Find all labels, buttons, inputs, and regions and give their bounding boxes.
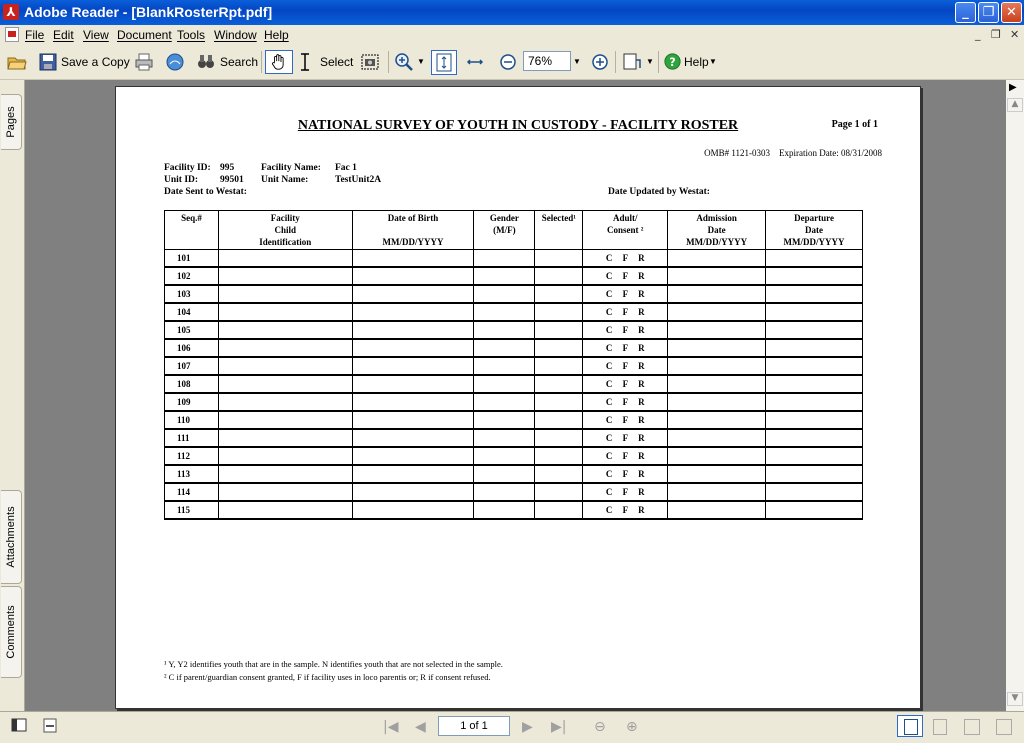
hand-tool-button[interactable] (265, 50, 293, 74)
blank-cell (766, 393, 863, 411)
column-header-line: Admission (696, 213, 737, 223)
facility-id-value: 995 (220, 163, 235, 173)
adobe-reader-icon: ⅄ (3, 4, 19, 20)
search-button[interactable]: Search (220, 55, 259, 69)
seq-cell: 114 (165, 483, 219, 501)
column-header-line: Facility (270, 213, 300, 223)
consent-cell: C F R (583, 321, 668, 339)
blank-cell (352, 250, 474, 268)
blank-cell (668, 303, 766, 321)
table-row (165, 321, 863, 339)
blank-cell (474, 501, 535, 519)
blank-cell (474, 429, 535, 447)
fit-page-icon (436, 53, 452, 72)
blank-cell (352, 267, 474, 285)
seq-cell: 113 (165, 465, 219, 483)
blank-cell (218, 429, 352, 447)
column-header-line: (M/F) (493, 225, 516, 235)
zoom-level-dropdown-icon[interactable]: ▼ (573, 57, 581, 66)
table-row (165, 411, 863, 429)
date-sent-label: Date Sent to Westat: (164, 187, 247, 197)
save-icon[interactable] (38, 52, 58, 72)
scroll-up-button[interactable]: ▲ (1007, 98, 1023, 112)
blank-cell (535, 339, 583, 357)
blank-cell (218, 501, 352, 519)
page-number: Page 1 of 1 (831, 119, 878, 130)
toolbar-separator (615, 51, 616, 73)
blank-cell (535, 303, 583, 321)
menu-window[interactable]: Window (214, 28, 257, 42)
footnote-consent: ² C if parent/guardian consent granted, F if facility uses in loco parentis or; R if consent refused. (164, 672, 491, 682)
blank-cell (766, 375, 863, 393)
seq-cell: 115 (165, 501, 219, 519)
column-header-line (476, 236, 532, 248)
column-header-line: MM/DD/YYYY (783, 237, 845, 247)
consent-cell: C F R (583, 250, 668, 268)
blank-cell (668, 393, 766, 411)
table-row (165, 267, 863, 285)
tab-comments-label: Comments (5, 605, 17, 659)
single-page-button[interactable] (897, 715, 923, 737)
blank-cell (218, 447, 352, 465)
tab-attachments[interactable] (1, 490, 22, 584)
blank-cell (474, 411, 535, 429)
blank-cell (218, 339, 352, 357)
menu-file[interactable]: File (25, 28, 45, 42)
close-button[interactable]: ✕ (1001, 2, 1022, 23)
blank-cell (535, 483, 583, 501)
blank-cell (352, 501, 474, 519)
document-icon (5, 27, 19, 42)
blank-cell (766, 303, 863, 321)
consent-cell: C F R (583, 267, 668, 285)
first-page-button[interactable]: |◀ (383, 719, 399, 735)
blank-cell (766, 339, 863, 357)
blank-cell (218, 250, 352, 268)
blank-cell (218, 303, 352, 321)
table-row (165, 393, 863, 411)
open-folder-icon[interactable] (7, 52, 27, 72)
toolbar (0, 45, 1024, 80)
date-updated-label: Date Updated by Westat: (608, 187, 710, 197)
column-header (165, 211, 219, 250)
column-header-line (167, 236, 216, 248)
consent-cell: C F R (583, 357, 668, 375)
column-header (218, 211, 352, 250)
consent-cell: C F R (583, 483, 668, 501)
blank-cell (352, 411, 474, 429)
seq-cell: 107 (165, 357, 219, 375)
facility-name-label: Facility Name: (261, 163, 321, 173)
last-page-button[interactable]: ▶| (551, 719, 567, 735)
column-header-line (167, 224, 216, 236)
column-header-line: Adult/ (612, 213, 638, 223)
doc-restore-button[interactable]: ❐ (991, 28, 1001, 41)
page-number-input[interactable]: 1 of 1 (438, 716, 510, 736)
fit-page-button[interactable] (431, 50, 457, 75)
blank-cell (218, 375, 352, 393)
blank-cell (668, 447, 766, 465)
next-view-button[interactable]: ⊕ (626, 719, 638, 735)
blank-cell (766, 267, 863, 285)
doc-minimize-button[interactable]: _ (975, 28, 981, 41)
blank-cell (535, 375, 583, 393)
continuous-page-icon[interactable] (933, 719, 947, 735)
unit-id-value: 99501 (220, 175, 244, 185)
blank-cell (668, 501, 766, 519)
blank-cell (766, 250, 863, 268)
show-navigation-icon[interactable] (11, 718, 27, 732)
window-title: Adobe Reader - [BlankRosterRpt.pdf] (24, 4, 273, 20)
svg-text:?: ? (669, 55, 676, 69)
title-bar (0, 0, 1024, 25)
fit-width-icon[interactable] (465, 52, 485, 72)
next-page-button[interactable]: ▶ (522, 719, 533, 735)
toolbar-separator (658, 51, 659, 73)
hand-icon (270, 53, 288, 71)
blank-cell (218, 393, 352, 411)
toolbar-separator (388, 51, 389, 73)
column-header-line: Date (707, 225, 726, 235)
column-header (474, 211, 535, 250)
text-select-icon[interactable] (298, 52, 312, 72)
seq-cell: 103 (165, 285, 219, 303)
blank-cell (474, 393, 535, 411)
blank-cell (218, 285, 352, 303)
tab-pages-label: Pages (5, 106, 17, 138)
column-header-line (585, 236, 665, 248)
zoom-in-plus-icon[interactable] (590, 52, 610, 72)
consent-cell: C F R (583, 429, 668, 447)
previous-view-button[interactable]: ⊖ (594, 719, 606, 735)
unit-name-label: Unit Name: (261, 175, 309, 185)
blank-cell (535, 465, 583, 483)
seq-cell: 101 (165, 250, 219, 268)
zoom-level-input[interactable]: 76% (523, 51, 571, 71)
table-row (165, 339, 863, 357)
blank-cell (535, 429, 583, 447)
blank-cell (352, 339, 474, 357)
blank-cell (474, 303, 535, 321)
column-header-line: MM/DD/YYYY (686, 237, 748, 247)
tab-pages[interactable] (1, 94, 22, 150)
blank-cell (766, 321, 863, 339)
blank-cell (668, 375, 766, 393)
document-view[interactable] (25, 80, 1006, 711)
blank-cell (218, 267, 352, 285)
blank-cell (474, 267, 535, 285)
navigation-panel (0, 80, 25, 711)
document-properties-icon[interactable] (43, 718, 57, 733)
status-bar (0, 711, 1024, 743)
seq-cell: 102 (165, 267, 219, 285)
table-header-row (165, 211, 863, 250)
menu-bar (0, 25, 1024, 45)
blank-cell (535, 321, 583, 339)
consent-cell: C F R (583, 285, 668, 303)
roster-table (164, 210, 863, 520)
column-header (352, 211, 474, 250)
column-header-line: Gender (489, 213, 519, 223)
blank-cell (668, 357, 766, 375)
menu-edit[interactable]: Edit (53, 28, 74, 42)
snapshot-icon[interactable] (360, 52, 380, 72)
table-row (165, 483, 863, 501)
blank-cell (474, 447, 535, 465)
blank-cell (474, 483, 535, 501)
column-header-line: Child (274, 225, 297, 235)
zoom-dropdown-icon[interactable]: ▼ (417, 57, 425, 66)
table-row (165, 501, 863, 519)
consent-cell: C F R (583, 447, 668, 465)
menu-view[interactable]: View (83, 28, 109, 42)
toolbar-separator (261, 51, 262, 73)
scroll-down-button[interactable]: ▼ (1007, 692, 1023, 706)
consent-cell: C F R (583, 393, 668, 411)
seq-cell: 105 (165, 321, 219, 339)
column-header-line (537, 236, 580, 248)
column-header-line: Identification (259, 237, 312, 247)
blank-cell (218, 465, 352, 483)
blank-cell (535, 447, 583, 465)
blank-cell (766, 357, 863, 375)
facility-name-value: Fac 1 (335, 163, 357, 173)
blank-cell (352, 375, 474, 393)
column-header-line: Selected¹ (541, 213, 576, 223)
blank-cell (474, 285, 535, 303)
select-button[interactable]: Select (320, 55, 354, 69)
zoom-out-icon[interactable] (498, 52, 518, 72)
blank-cell (474, 465, 535, 483)
print-icon[interactable] (134, 52, 154, 72)
blank-cell (766, 411, 863, 429)
table-row (165, 465, 863, 483)
blank-cell (766, 429, 863, 447)
blank-cell (352, 429, 474, 447)
blank-cell (535, 393, 583, 411)
seq-cell: 108 (165, 375, 219, 393)
column-header-line: Date (805, 225, 824, 235)
report-title: NATIONAL SURVEY OF YOUTH IN CUSTODY - FACILITY ROSTER (297, 118, 739, 133)
help-button[interactable]: Help (684, 55, 709, 69)
column-header-line: Seq.# (181, 213, 202, 223)
blank-cell (668, 465, 766, 483)
blank-cell (668, 483, 766, 501)
blank-cell (668, 321, 766, 339)
column-header (583, 211, 668, 250)
consent-cell: C F R (583, 303, 668, 321)
seq-cell: 104 (165, 303, 219, 321)
blank-cell (352, 483, 474, 501)
rotate-view-icon[interactable] (622, 52, 642, 72)
blank-cell (535, 501, 583, 519)
blank-cell (535, 285, 583, 303)
blank-cell (352, 285, 474, 303)
blank-cell (766, 465, 863, 483)
blank-cell (352, 447, 474, 465)
blank-cell (218, 357, 352, 375)
table-row (165, 250, 863, 268)
blank-cell (535, 250, 583, 268)
blank-cell (352, 465, 474, 483)
blank-cell (474, 250, 535, 268)
seq-cell: 111 (165, 429, 219, 447)
column-header-line (537, 224, 580, 236)
blank-cell (474, 321, 535, 339)
column-header (535, 211, 583, 250)
column-header-line: Date of Birth (387, 213, 439, 223)
collapse-panel-icon[interactable]: ▶ (1009, 82, 1017, 93)
column-header-line: MM/DD/YYYY (382, 237, 444, 247)
consent-cell: C F R (583, 375, 668, 393)
blank-cell (535, 267, 583, 285)
save-a-copy-button[interactable]: Save a Copy (61, 55, 130, 69)
facility-id-label: Facility ID: (164, 163, 211, 173)
table-row (165, 285, 863, 303)
zoom-in-icon[interactable] (394, 52, 414, 72)
table-row (165, 357, 863, 375)
blank-cell (218, 411, 352, 429)
blank-cell (535, 411, 583, 429)
table-body (165, 250, 863, 520)
consent-cell: C F R (583, 339, 668, 357)
binoculars-icon[interactable] (196, 52, 216, 72)
blank-cell (766, 501, 863, 519)
seq-cell: 110 (165, 411, 219, 429)
blank-cell (668, 411, 766, 429)
previous-page-button[interactable]: ◀ (415, 719, 426, 735)
menu-help[interactable]: Help (264, 28, 289, 42)
table-row (165, 429, 863, 447)
blank-cell (668, 339, 766, 357)
column-header-line (355, 224, 472, 236)
tab-comments[interactable] (1, 586, 22, 678)
blank-cell (668, 429, 766, 447)
menu-document[interactable]: Document (117, 28, 172, 42)
table-row (165, 375, 863, 393)
blank-cell (668, 285, 766, 303)
help-dropdown-icon[interactable]: ▼ (709, 57, 717, 66)
consent-cell: C F R (583, 411, 668, 429)
blank-cell (218, 321, 352, 339)
blank-cell (352, 303, 474, 321)
seq-cell: 106 (165, 339, 219, 357)
continuous-facing-icon[interactable] (996, 719, 1012, 735)
column-header-line: Departure (794, 213, 834, 223)
seq-cell: 109 (165, 393, 219, 411)
column-header-line: Consent ² (607, 225, 644, 235)
blank-cell (668, 267, 766, 285)
menu-tools[interactable]: Tools (177, 28, 206, 42)
blank-cell (668, 250, 766, 268)
blank-cell (766, 285, 863, 303)
blank-cell (474, 375, 535, 393)
unit-id-label: Unit ID: (164, 175, 199, 185)
rotate-dropdown-icon[interactable]: ▼ (646, 57, 654, 66)
restore-button[interactable]: ❐ (978, 2, 999, 23)
facing-pages-icon[interactable] (964, 719, 980, 735)
doc-close-button[interactable]: ✕ (1010, 28, 1020, 41)
consent-cell: C F R (583, 501, 668, 519)
consent-cell: C F R (583, 465, 668, 483)
blank-cell (766, 447, 863, 465)
blank-cell (352, 321, 474, 339)
blank-cell (474, 339, 535, 357)
vertical-scrollbar[interactable] (1006, 80, 1024, 711)
blank-cell (352, 357, 474, 375)
table-row (165, 447, 863, 465)
minimize-button[interactable]: _ (955, 2, 976, 23)
omb-expiration: OMB# 1121-0303 Expiration Date: 08/31/2008 (704, 148, 882, 158)
table-row (165, 303, 863, 321)
seq-cell: 112 (165, 447, 219, 465)
blank-cell (766, 483, 863, 501)
blank-cell (535, 357, 583, 375)
footnote-selected: ¹ Y, Y2 identifies youth that are in the sample. N identifies youth that are not selected in the sample. (164, 659, 503, 669)
tab-attachments-label: Attachments (5, 506, 17, 568)
help-icon[interactable] (664, 53, 681, 70)
unit-name-value: TestUnit2A (335, 175, 382, 185)
blank-cell (352, 393, 474, 411)
blank-cell (218, 483, 352, 501)
email-icon[interactable] (165, 52, 185, 72)
column-header (668, 211, 766, 250)
blank-cell (474, 357, 535, 375)
column-header (766, 211, 863, 250)
single-page-icon (904, 719, 918, 735)
pdf-page (115, 86, 921, 709)
